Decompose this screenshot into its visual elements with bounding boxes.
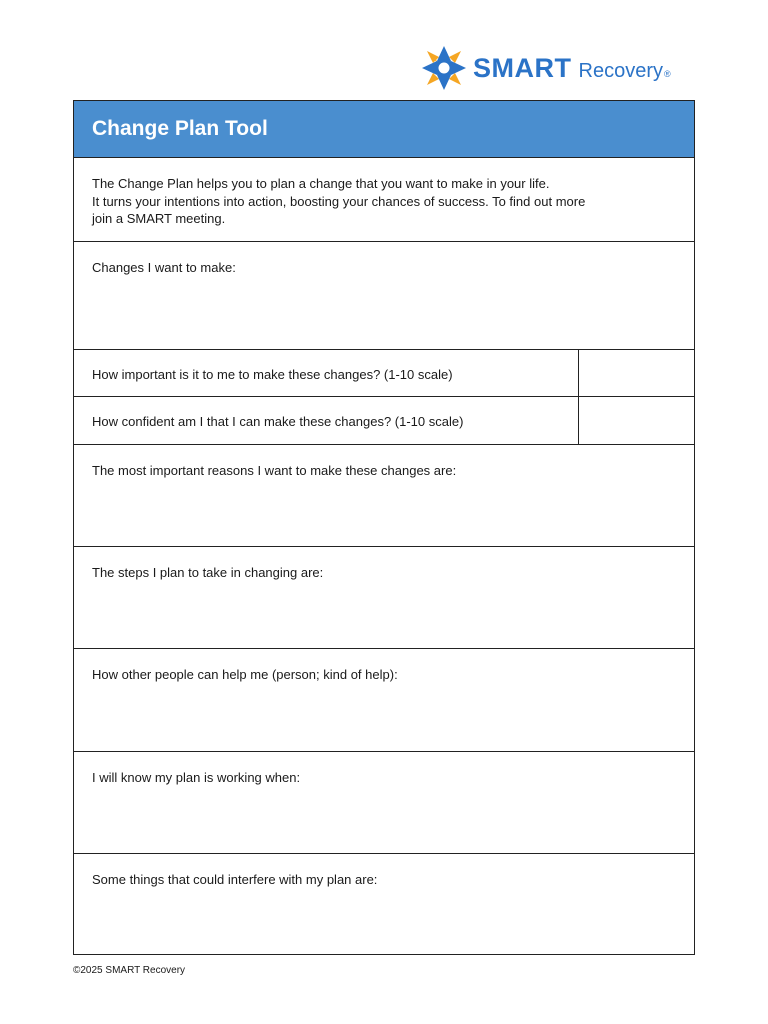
registered-mark: ® [663, 68, 671, 79]
help-field[interactable] [74, 649, 694, 752]
working-label: I will know my plan is working when: [92, 770, 301, 785]
changes-label: Changes I want to make: [92, 260, 236, 275]
confidence-row [74, 397, 694, 445]
reasons-label: The most important reasons I want to make these changes are: [92, 463, 457, 478]
confidence-label: How confident am I that I can make these changes? (1-10 scale) [92, 414, 464, 429]
form-header [74, 101, 694, 158]
steps-label: The steps I plan to take in changing are: [92, 565, 324, 580]
page-title: Change Plan Tool [92, 117, 268, 140]
importance-score-box[interactable] [578, 350, 694, 396]
interfere-field[interactable] [74, 854, 694, 954]
working-field[interactable] [74, 752, 694, 854]
smart-recovery-logo [421, 44, 691, 92]
logo-recovery-text: Recovery [578, 59, 663, 82]
importance-row [74, 350, 694, 397]
compass-star-icon [421, 45, 467, 91]
interfere-label: Some things that could interfere with my plan are: [92, 872, 378, 887]
change-plan-form [73, 100, 695, 955]
copyright-footer: ©2025 SMART Recovery [73, 965, 186, 976]
help-label: How other people can help me (person; kind of help): [92, 667, 398, 682]
importance-label: How important is it to me to make these changes? (1-10 scale) [92, 367, 453, 382]
confidence-score-box[interactable] [578, 397, 694, 444]
intro-section [74, 158, 694, 242]
steps-field[interactable] [74, 547, 694, 649]
logo-smart-text: SMART [473, 52, 572, 83]
intro-line-2: It turns your intentions into action, boosting your chances of success. To find out more [92, 193, 586, 209]
intro-line-1: The Change Plan helps you to plan a change that you want to make in your life. [92, 176, 550, 191]
intro-line-3: join a SMART meeting. [92, 211, 226, 226]
changes-field[interactable] [74, 242, 694, 350]
reasons-field[interactable] [74, 445, 694, 547]
